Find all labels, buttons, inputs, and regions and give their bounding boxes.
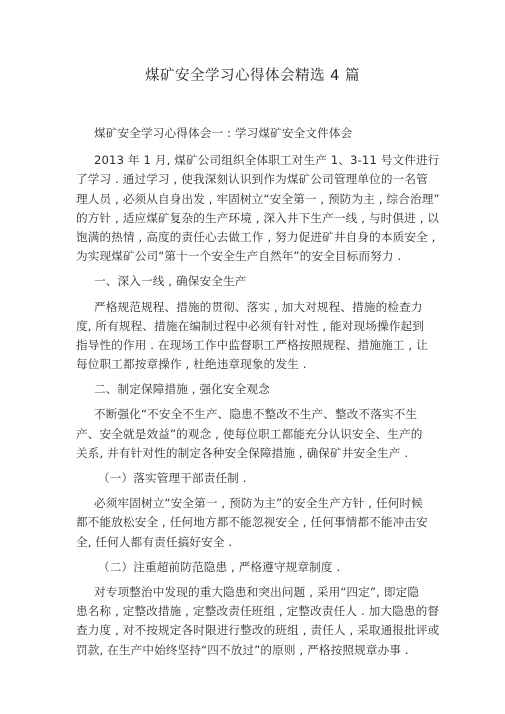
- paragraph-line: 了学习 . 通过学习 , 使我深刻认识到作为煤矿公司管理单位的一名管: [76, 172, 428, 187]
- paragraph-line: 关系, 并有针对性的制定各种安全保障措施 , 确保矿井安全生产 .: [76, 445, 409, 460]
- paragraph-line: 理人员 , 必须从自身出发 , 牢固树立“安全第一 , 预防为主 , 综合治理”: [76, 191, 440, 206]
- paragraph-line: 饱满的热情 , 高度的责任心去做工作 , 努力促进矿井自身的本质安全 ,: [76, 229, 436, 244]
- paragraph-line: 患名称 , 定整改措施 , 定整改责任班组 , 定整改责任人 . 加大隐患的督: [76, 604, 440, 619]
- item-heading: （二）注重超前防范隐患 , 严格遵守规章制度 .: [98, 559, 341, 574]
- paragraph-line: 查力度 , 对不按规定各时限进行整改的班组 , 责任人 , 采取通报批评或: [76, 623, 440, 638]
- paragraph-line: 不断强化“不安全不生产、隐患不整改不生产、整改不落实不生: [94, 407, 418, 422]
- paragraph-line: 2013 年 1 月, 煤矿公司组织全体职工对生产 1、3-11 号文件进行: [94, 153, 440, 168]
- paragraph-line: 对专项整治中发现的重大隐患和突出问题 , 采用“四定”, 即定隐: [94, 584, 420, 599]
- paragraph-line: 产、安全就是效益”的观念 , 使每位职工都能充分认识安全、生产的: [76, 426, 423, 441]
- paragraph-line: 严格规范规程、措施的贯彻、落实 , 加大对规程、措施的检查力: [94, 299, 423, 314]
- document-body: [76, 124, 440, 660]
- paragraph-line: 度, 所有规程、措施在编制过程中必须有针对性 , 能对现场操作起到: [76, 318, 425, 333]
- paragraph-line: 都不能放松安全 , 任何地方都不能忽视安全 , 任何事情都不能冲击安: [76, 515, 428, 530]
- section-heading: 煤矿安全学习心得体会一 : 学习煤矿安全文件体会: [94, 126, 353, 140]
- paragraph-line: 每位职工都按章操作 , 杜绝违章现象的发生 .: [76, 357, 307, 372]
- item-heading: （一）落实管理干部责任制 .: [98, 471, 247, 485]
- paragraph-line: 指导性的作用 . 在现场工作中监督职工严格按照规程、措施施工 , 让: [76, 337, 428, 352]
- subsection-heading: 二、制定保障措施 , 强化安全观念: [94, 382, 270, 397]
- paragraph-line: 必须牢固树立“安全第一 , 预防为主”的安全生产方针 , 任何时候: [94, 496, 423, 511]
- paragraph-line: 全, 任何人都有责任搞好安全 .: [76, 534, 233, 549]
- paragraph-line: 罚款, 在生产中始终坚持“四不放过”的原则 , 严格按照规章办事 .: [76, 642, 409, 657]
- subsection-heading: 一、深入一线 , 确保安全生产: [94, 274, 247, 289]
- document-title: 煤矿安全学习心得体会精选 4 篇: [145, 68, 360, 84]
- paragraph-line: 的方针 , 适应煤矿复杂的生产环境 , 深入井下生产一线 , 与时俱进 , 以: [76, 210, 440, 225]
- paragraph-line: 为实现煤矿公司“第十一个安全生产自然年”的安全目标而努力 .: [76, 249, 402, 264]
